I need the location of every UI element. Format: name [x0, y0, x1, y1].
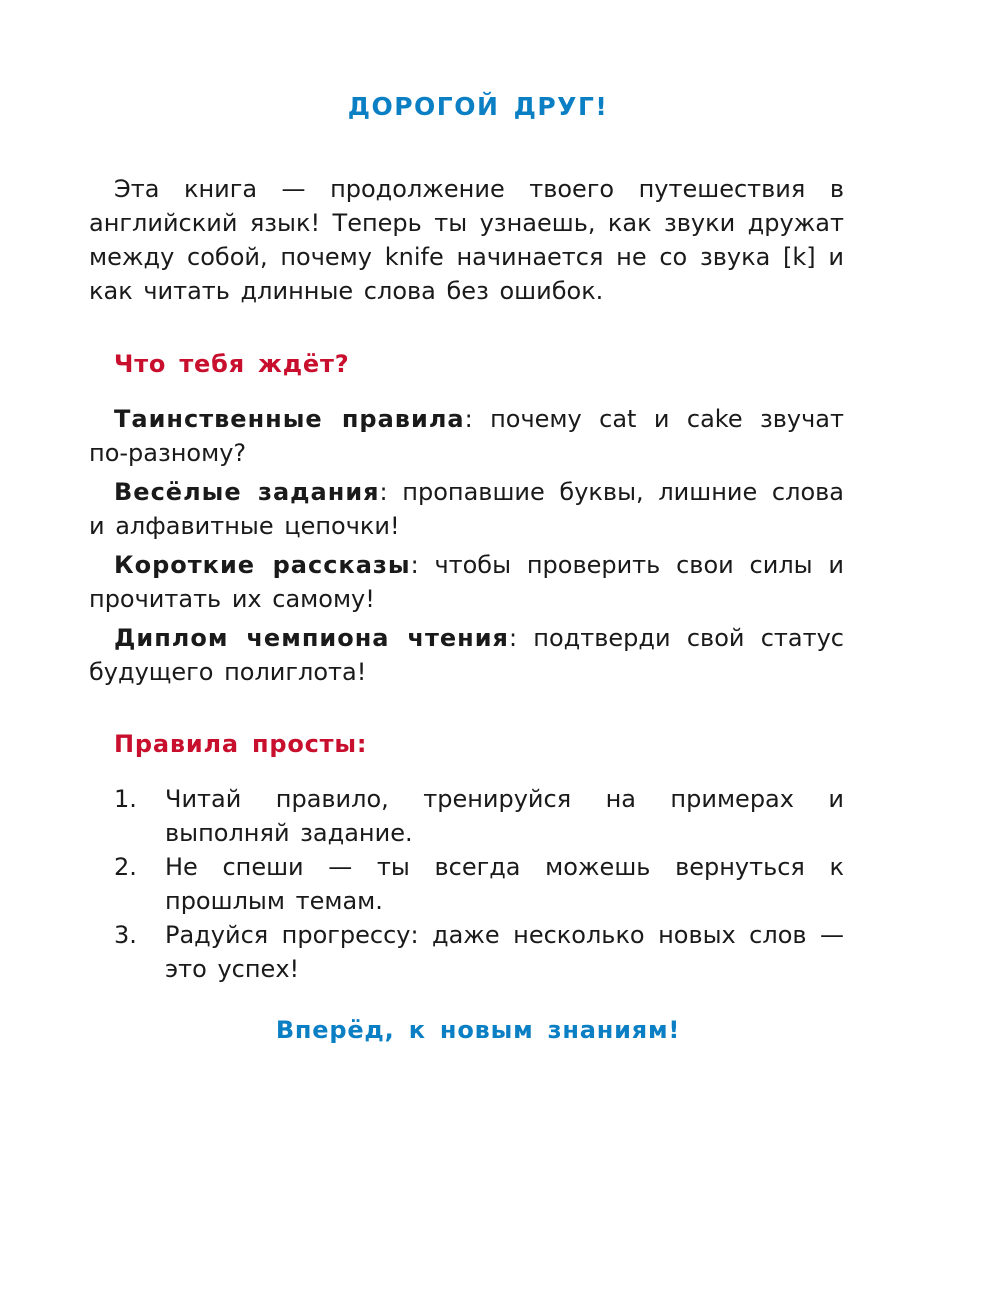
rule-item — [89, 850, 844, 918]
features-list — [89, 402, 844, 694]
feature-description: : пропавшие буквы, лишние слова и алфавитные цепочки! — [89, 478, 844, 540]
rule-item — [89, 918, 844, 986]
rule-number: 2. — [114, 853, 137, 881]
closing-line: Вперёд, к новым знаниям! — [275, 1016, 681, 1044]
feature-term: Весёлые задания — [114, 478, 380, 506]
rules-list — [89, 782, 844, 986]
feature-item — [89, 548, 844, 616]
page-title: ДОРОГОЙ ДРУГ! — [347, 92, 609, 121]
feature-term: Таинственные правила — [114, 405, 465, 433]
rule-number: 1. — [114, 785, 137, 813]
rule-number: 3. — [114, 921, 137, 949]
feature-item — [89, 475, 844, 543]
feature-item — [89, 402, 844, 470]
feature-term: Короткие рассказы — [114, 551, 411, 579]
feature-description: : подтверди свой статус будущего полиглота! — [89, 624, 844, 686]
rule-text: Читай правило, тренируйся на примерах и выполняй задание. — [165, 785, 844, 847]
feature-description: : чтобы проверить свои силы и прочитать их самому! — [89, 551, 844, 613]
rule-text: Не спеши — ты всегда можешь вернуться к прошлым темам. — [165, 853, 844, 915]
intro-paragraph: Эта книга — продолжение твоего путешествия в английский язык! Теперь ты узнаешь, как звуки дружат между собой, почему knife начинается не со звука [k] и как читать длинные слова без ошибок. — [89, 175, 844, 305]
rules-heading: Правила просты: — [114, 730, 368, 758]
feature-term: Диплом чемпиона чтения — [114, 624, 509, 652]
rule-item — [89, 782, 844, 850]
what-awaits-heading: Что тебя ждёт? — [114, 350, 350, 378]
intro-section — [89, 172, 844, 308]
feature-description: : почему cat и cake звучат по-разному? — [89, 405, 844, 467]
rule-text: Радуйся прогрессу: даже несколько новых слов — это успех! — [165, 921, 844, 983]
feature-item — [89, 621, 844, 689]
